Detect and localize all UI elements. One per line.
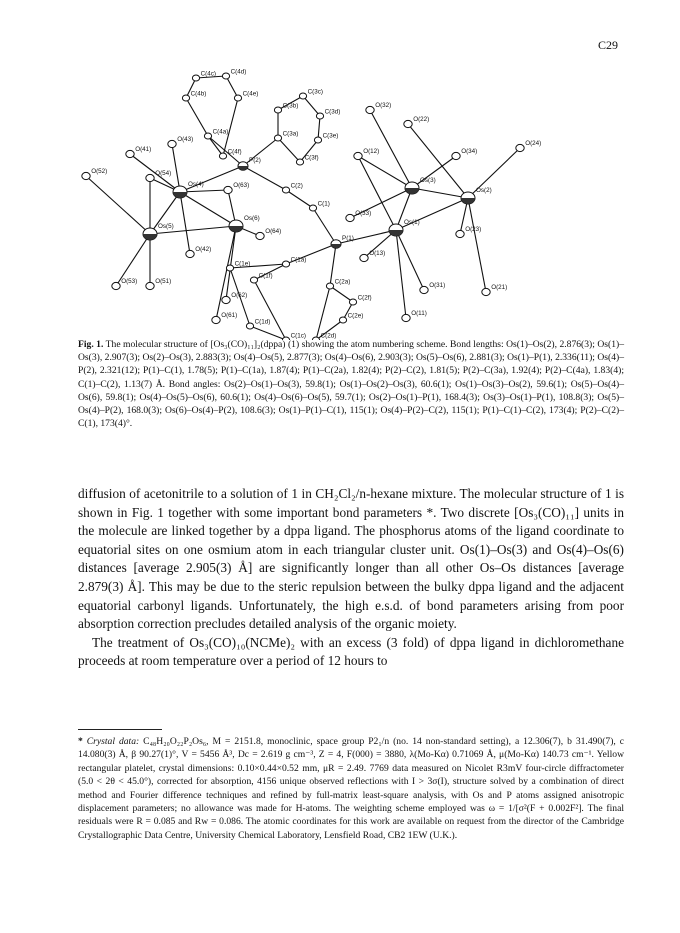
atom-label-27: C(1) (317, 200, 330, 208)
atom-label-3: C(4e) (242, 90, 259, 98)
atom-8 (404, 120, 412, 127)
atom-label-11: C(3a) (282, 130, 299, 138)
atom-label-19: O(24) (525, 139, 542, 147)
atom-label-40: O(53) (121, 277, 138, 285)
atom-16 (296, 159, 303, 165)
bond-11 (278, 138, 300, 162)
atom-29 (456, 230, 464, 237)
atom-38 (360, 254, 368, 261)
atom-label-43: O(31) (429, 281, 446, 289)
bond-lines (86, 76, 520, 340)
atom-label-2: C(4b) (190, 90, 207, 98)
atom-label-10: C(4a) (212, 128, 229, 136)
atom-label-36: C(1e) (234, 260, 251, 268)
atom-label-12: C(3e) (322, 132, 339, 140)
atom-shade-25 (405, 188, 419, 194)
bond-32 (216, 226, 236, 320)
atom-label-51: C(1c) (290, 332, 307, 340)
atom-label-30: Os(6) (244, 215, 260, 222)
atom-label-31: O(64) (265, 227, 282, 235)
atom-41 (146, 282, 154, 289)
atom-shade-33 (143, 234, 157, 240)
atom-label-20: O(52) (91, 167, 108, 175)
atom-28 (346, 214, 354, 221)
body-paragraph-1: diffusion of acetonitrile to a solution of 1 in CH₂Cl₂/n-hexane mixture. The molecular structure of 1 is shown in Fig. 1 together with some important bond parameters *. Two discrete [Os₃(CO)₁₁] units in the molecule are linked together by a dppa ligand. The phosphorus atoms of the ligand coordinate to equatorial sites on one osmium atom in each triangular cluster unit. Os(1)–Os(3) and Os(4)–Os(6) distances [average 2.905(3) Å] are significantly longer than all other Os–Os distances [average 2.879(3) Å]. This may be due to the steric repulsion between the bulky dppa ligand and the adjacent equatorial carbonyl ligands. Unfortunately, the high e.s.d. of bond parameters arising from poor absorption correction precludes detailed analysis of the organic moiety. (78, 486, 624, 632)
atom-label-28: O(33) (355, 209, 372, 217)
bond-48 (396, 230, 406, 318)
bond-17 (313, 208, 336, 244)
atom-label-34: Os(1) (404, 219, 420, 226)
caption-text: The molecular structure of [Os₃(CO)₁₁]₂(dppa) (1) showing the atom numbering scheme. Bond lengths: Os(1)–Os(2), 2.876(3); Os(1)–Os(3), 2.907(3); Os(2)–Os(3), 2.883(3); Os(4)–Os(5), 2.877(3); Os(4)–Os(6), 2.903(3); Os(5)–Os(6), 2.881(3); Os(1)–P(1), 2.336(11); Os(4)–P(2), 2.321(12); P(1)–C(1), 1.78(5); P(1)–C(1a), 1.87(4); P(1)–C(2a), 1.82(4); P(2)–C(2), 1.81(5); P(2)–C(3a), 1.92(4); P(2)–C(4a), 1.83(4); C(1)–C(2), 1.13(7) Å. Bond angles: Os(2)–Os(1)–Os(3), 59.8(1); Os(1)–Os(2)–Os(3), 60.6(1); Os(1)–Os(3)–Os(2), 59.6(1); Os(5)–Os(4)–Os(6), 59.8(1); Os(4)–Os(5)–Os(6), 60.6(1); Os(4)–Os(6)–Os(5), 59.7(1); Os(2)–Os(1)–P(1), 168.4(3); Os(3)–Os(1)–P(1), 108.8(3); Os(5)–Os(4)–P(2), 168.0(3); Os(6)–Os(4)–P(2), 108.6(3); Os(1)–P(1)–C(1), 115(1); Os(4)–P(2)–C(2), 115(1); P(1)–C(1)–C(2), 173(4); P(2)–C(2)–C(1), 173(4)°. (78, 339, 624, 430)
page-number: C29 (597, 38, 618, 52)
atom-10 (204, 133, 211, 139)
atom-label-37: C(1a) (290, 256, 307, 264)
atom-9 (168, 140, 176, 147)
atom-13 (126, 150, 134, 157)
atom-label-49: O(11) (411, 309, 427, 317)
atom-27 (309, 205, 316, 211)
atom-label-32: P(1) (342, 235, 354, 242)
body-paragraph-2: The treatment of Os₃(CO)₁₀(NCMe)₂ with an excess (3 fold) of dppa ligand in dichloromethane proceeds at room temperature over a period of 12 hours to (78, 634, 624, 669)
atom-47 (212, 316, 220, 323)
atom-label-48: C(1d) (254, 318, 271, 326)
bond-16 (286, 190, 313, 208)
bond-57 (330, 286, 353, 302)
atom-7 (366, 106, 374, 113)
bond-26 (86, 176, 150, 234)
atom-label-35: O(42) (195, 245, 212, 253)
atom-14 (219, 153, 226, 159)
atom-label-47: O(61) (221, 311, 238, 319)
atom-label-52: C(2d) (320, 332, 337, 340)
atom-21 (146, 174, 154, 181)
body-text (78, 485, 624, 671)
atom-ellipsoids (82, 73, 524, 340)
ortep-diagram (68, 58, 628, 340)
atom-label-6: C(3d) (324, 108, 341, 116)
atom-label-5: C(3b) (282, 102, 299, 110)
bond-4 (223, 98, 238, 156)
atom-18 (452, 152, 460, 159)
atom-1 (222, 73, 229, 79)
bond-55 (254, 280, 286, 340)
atom-35 (186, 250, 194, 257)
footnote-rule (78, 729, 162, 730)
footnote-marker: * (78, 736, 83, 747)
atom-label-50: C(2e) (347, 312, 364, 320)
atom-label-9: O(43) (177, 135, 194, 143)
atom-4 (299, 93, 306, 99)
atom-label-15: P(2) (249, 157, 261, 164)
atom-50 (339, 317, 346, 323)
atom-48 (246, 323, 253, 329)
atom-label-14: C(4f) (227, 148, 242, 156)
atom-40 (112, 282, 120, 289)
bond-45 (468, 198, 486, 292)
atom-label-39: C(1f) (258, 272, 273, 280)
atom-labels (91, 68, 541, 339)
atom-label-4: C(3c) (307, 88, 324, 96)
atom-46 (349, 299, 356, 305)
atom-19 (516, 144, 524, 151)
atom-label-25: Os(3) (420, 177, 436, 184)
molecular-structure-figure (68, 58, 628, 340)
figure-caption (78, 338, 624, 430)
atom-45 (222, 296, 230, 303)
footnote-heading: Crystal data: (86, 736, 140, 747)
atom-49 (402, 314, 410, 321)
caption-label: Fig. 1. (78, 339, 104, 350)
atom-label-44: O(21) (491, 283, 508, 291)
atom-24 (282, 187, 289, 193)
atom-2 (182, 95, 189, 101)
atom-label-8: O(22) (413, 115, 430, 123)
bond-21 (172, 144, 180, 192)
atom-31 (256, 232, 264, 239)
atom-label-38: O(13) (369, 249, 386, 257)
atom-label-17: O(12) (363, 147, 380, 155)
atom-label-18: O(34) (461, 147, 478, 155)
atom-11 (274, 135, 281, 141)
crystal-data-footnote (78, 735, 624, 842)
atom-42 (326, 283, 333, 289)
atom-label-26: Os(2) (476, 187, 492, 194)
bond-14 (243, 166, 286, 190)
atom-label-0: C(4c) (200, 70, 217, 78)
atom-12 (314, 137, 321, 143)
atom-shade-26 (461, 198, 475, 204)
atom-label-22: Os(4) (188, 181, 204, 188)
atom-36 (226, 265, 233, 271)
bond-3 (186, 98, 208, 136)
bond-36 (412, 188, 468, 198)
atom-label-29: O(23) (465, 225, 482, 233)
atom-label-7: O(32) (375, 101, 392, 109)
atom-17 (354, 152, 362, 159)
bond-25 (180, 192, 190, 254)
atom-shade-30 (229, 226, 243, 232)
atom-44 (482, 288, 490, 295)
atom-6 (316, 113, 323, 119)
atom-label-21: O(54) (155, 169, 172, 177)
atom-20 (82, 172, 90, 179)
atom-label-46: C(2f) (357, 294, 372, 302)
atom-label-42: C(2a) (334, 278, 351, 286)
atom-label-45: O(62) (231, 291, 248, 299)
atom-5 (274, 107, 281, 113)
atom-3 (234, 95, 241, 101)
atom-39 (250, 277, 257, 283)
atom-label-41: O(51) (155, 277, 172, 285)
atom-label-33: Os(5) (158, 223, 174, 230)
atom-shade-34 (389, 230, 403, 236)
atom-label-16: C(3f) (304, 154, 319, 162)
footnote-text: C₄₈H₂₀O₂₂P₂Os₆, M = 2151.8, monoclinic, space group P2₁/n (no. 14 non-standard setting), a 12.306(7), b 31.490(7), c 14.080(3) Å, β 90.27(1)°, V = 5456 Å³, Dc = 2.619 g cm⁻³, Z = 4, F(000) = 3880, λ(Mo-Kα) 0.71069 Å, μ(Mo-Kα) 140.73 cm⁻¹. Yellow rectangular platelet, crystal dimensions: 0.10×0.44×0.52 mm, μR = 2.49. 7769 data measured on Nicolet R3mV four-circle diffractometer (5.0 < 2θ < 45.0°), corrected for absorption, 4156 unique observed reflections with I > 3σ(I), structure solved by a combination of direct method and Fourier difference techniques and refined by full-matrix least-square analysis, with Os and P atoms assigned anisotropic displacement parameters; no allowance was made for H-atoms. The weighting scheme employed was ω = 1/[σ²(F + 0.002F²]. The final residuals were R = 0.085 and Rw = 0.086. The atomic coordinates for this work are available on request from the director of the Cambridge Crystallographic Data Centre, University Chemical Laboratory, Lensfield Road, CB2 1EW (U.K.). (78, 736, 624, 841)
atom-0 (192, 75, 199, 81)
bond-47 (396, 230, 424, 290)
atom-shade-22 (173, 192, 187, 198)
atom-label-24: C(2) (290, 182, 303, 190)
atom-23 (224, 186, 232, 193)
atom-label-1: C(4d) (230, 68, 247, 76)
atom-43 (420, 286, 428, 293)
atom-label-23: O(63) (233, 181, 250, 189)
atom-label-13: O(41) (135, 145, 152, 153)
bond-10 (318, 116, 320, 140)
bond-18 (180, 192, 236, 226)
atom-37 (282, 261, 289, 267)
